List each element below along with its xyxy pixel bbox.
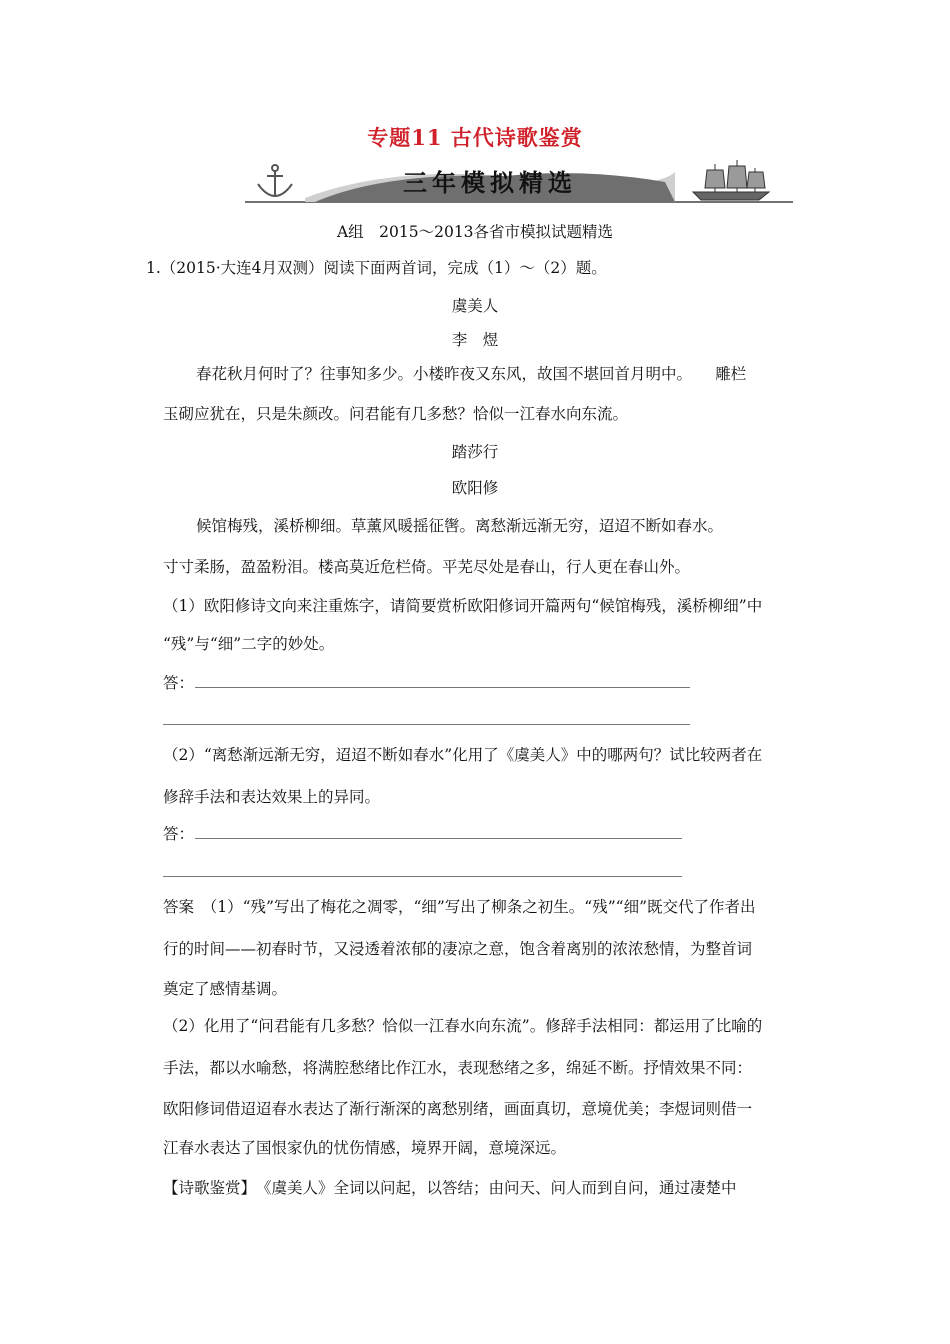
sub-question-2-line: 修辞手法和表达效果上的异同。 [163,788,381,806]
section-banner [245,158,793,206]
answer-2-line: （2）化用了“问君能有几多愁？恰似一江春水向东流”。修辞手法相同：都运用了比喻的 [163,1017,763,1035]
sailing-ship-icon [693,160,769,200]
poem2-author: 欧阳修 [451,479,499,497]
poem2-line: 候馆梅残，溪桥柳细。草薰风暖摇征辔。离愁渐远渐无穷，迢迢不断如春水。 [196,517,724,535]
poem1-line: 玉砌应犹在，只是朱颜改。问君能有几多愁？恰似一江春水向东流。 [163,405,629,423]
poem1-author: 李 煜 [451,331,499,349]
poem2-line: 寸寸柔肠，盈盈粉泪。楼高莫近危栏倚。平芜尽处是春山，行人更在春山外。 [163,558,691,576]
answer-2-line: 欧阳修词借迢迢春水表达了渐行渐深的离愁别绪，画面真切，意境优美；李煜词则借一 [163,1100,753,1118]
group-heading: A组 2015～2013各省市模拟试题精选 [336,223,614,241]
answer-label: 答： [163,825,195,843]
answer-1-line: 奠定了感情基调。 [163,980,288,998]
sub-question-1-line: “残”与“细”二字的妙处。 [163,635,335,653]
banner-text: 三年模拟精选 [403,169,577,197]
sub-question-2-line: （2）“离愁渐远渐无穷，迢迢不断如春水”化用了《虞美人》中的哪两句？试比较两者在 [163,746,763,764]
answer-blank-line[interactable] [195,687,690,688]
page-title: 专题11 古代诗歌鉴赏 [367,125,583,150]
answer-2-line: 江春水表达了国恨家仇的忧伤情感，境界开阔，意境深远。 [163,1139,567,1157]
anchor-icon [258,165,292,196]
appreciation-line: 【诗歌鉴赏】 《虞美人》全词以问起，以答结；由问天、问人而到自问，通过凄楚中 [163,1179,737,1197]
answer-2-line: 手法，都以水喻愁，将满腔愁绪比作江水，表现愁绪之多，绵延不断。抒情效果不同： [163,1059,753,1077]
answer-blank-line[interactable] [163,876,682,877]
poem2-title: 踏莎行 [451,443,499,461]
answer-blank-line[interactable] [195,838,682,839]
poem1-line: 春花秋月何时了？往事知多少。小楼昨夜又东风，故国不堪回首月明中。 雕栏 [196,365,747,383]
poem1-title: 虞美人 [451,297,499,315]
question-intro: 1.（2015·大连4月双测）阅读下面两首词，完成（1）～（2）题。 [146,259,607,277]
answer-1-line: 答案 （1）“残”写出了梅花之凋零，“细”写出了柳条之初生。“残”“细”既交代了作者出 [163,898,756,916]
answer-1-line: 行的时间——初春时节，又浸透着浓郁的凄凉之意，饱含着离别的浓浓愁情，为整首词 [163,940,753,958]
sub-question-1-line: （1）欧阳修诗文向来注重炼字，请简要赏析欧阳修词开篇两句“候馆梅残，溪桥柳细”中 [163,597,763,615]
answer-label: 答： [163,674,195,692]
answer-blank-line[interactable] [163,724,690,725]
